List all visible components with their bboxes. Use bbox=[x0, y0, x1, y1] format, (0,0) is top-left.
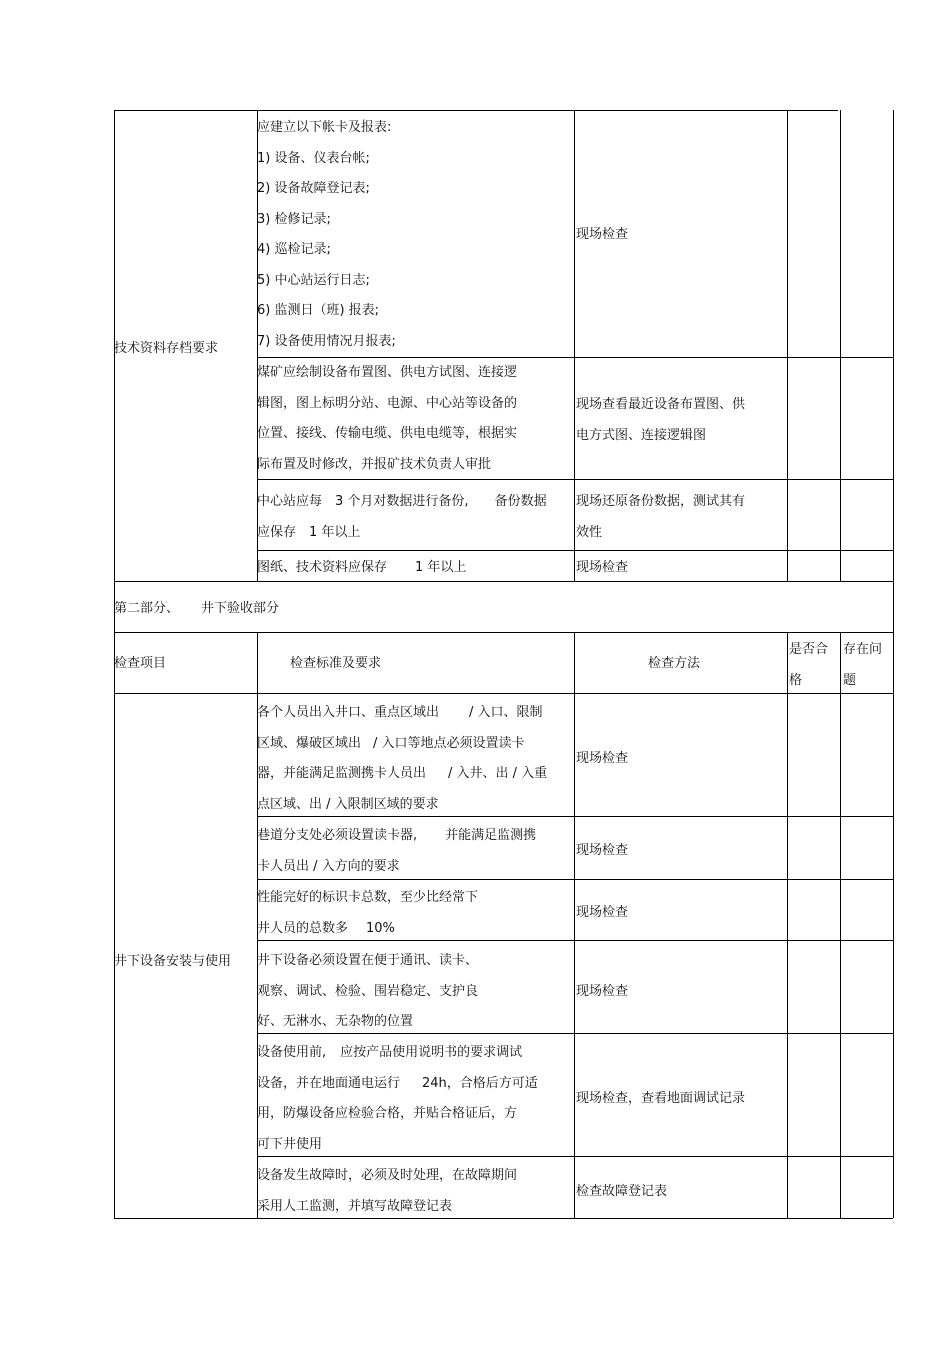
text-line bbox=[257, 518, 547, 549]
rule bbox=[114, 632, 893, 633]
text-fragment: / 入口等地点必须设置读卡 bbox=[373, 735, 525, 751]
text-line: 7) 设备使用情况月报表; bbox=[257, 333, 396, 349]
text-line bbox=[257, 821, 536, 852]
standard-cell bbox=[257, 358, 517, 480]
text-fragment: 井人员的总数多 bbox=[257, 920, 349, 936]
header-pass-line: 是否合 bbox=[789, 642, 829, 657]
text-fragment: / 入口、限制 bbox=[469, 705, 543, 720]
text-fragment: / 入井、出 / 入重 bbox=[448, 766, 548, 781]
text-fragment: 1 年以上 bbox=[415, 560, 467, 575]
text-fragment: 10% bbox=[366, 920, 395, 936]
text-line: 4) 巡检记录; bbox=[257, 242, 331, 257]
text-line: 点区域、出 / 入限制区域的要求 bbox=[257, 796, 439, 812]
text-line bbox=[257, 729, 547, 760]
header-pass-line: 格 bbox=[789, 672, 803, 688]
standard-cell bbox=[257, 113, 396, 357]
text-line: 设备发生故障时，必须及时处理，在故障期间 bbox=[257, 1168, 518, 1183]
method-text: 现场检查 bbox=[576, 843, 629, 858]
method-text: 现场检查 bbox=[576, 984, 629, 999]
text-fragment: 图纸、技术资料应保存 bbox=[257, 560, 388, 575]
text-line bbox=[257, 914, 478, 945]
text-fragment: 3 个月对数据进行备份, bbox=[335, 494, 469, 509]
standard-cell bbox=[257, 1038, 538, 1160]
text-fragment: 中心站应每 bbox=[257, 494, 323, 509]
text-line: 3) 检修记录; bbox=[257, 211, 331, 227]
category-cell bbox=[114, 947, 231, 978]
text-line bbox=[257, 1038, 538, 1069]
header-issue bbox=[843, 635, 882, 696]
method-cell bbox=[576, 1177, 667, 1208]
method-cell bbox=[576, 744, 628, 775]
text-line: 2) 设备故障登记表; bbox=[257, 181, 370, 196]
text-line: 效性 bbox=[576, 524, 603, 540]
header-issue-line: 题 bbox=[843, 672, 857, 688]
header-standard bbox=[290, 649, 381, 680]
text-line: 好、无淋水、无杂物的位置 bbox=[257, 1014, 414, 1029]
text-line: 采用人工监测，并填写故障登记表 bbox=[257, 1198, 453, 1214]
text-fragment: 应按产品使用说明书的要求调试 bbox=[340, 1045, 523, 1060]
method-text: 现场检查，查看地面调试记录 bbox=[576, 1091, 746, 1106]
text-line: 际布置及时修改，并报矿技术负责人审批 bbox=[257, 456, 492, 472]
rule bbox=[840, 110, 841, 581]
text-line: 煤矿应绘制设备布置图、供电方试图、连接逻 bbox=[257, 365, 518, 380]
text-fragment: 设备使用前, bbox=[257, 1045, 327, 1060]
standard-cell bbox=[257, 946, 478, 1038]
text-fragment: 备份数据 bbox=[494, 494, 547, 509]
rule bbox=[893, 632, 894, 1218]
standard-cell bbox=[257, 698, 547, 820]
method-cell bbox=[576, 1084, 745, 1115]
text-fragment: 设备，并在地面通电运行 bbox=[257, 1075, 401, 1091]
method-cell bbox=[576, 390, 745, 451]
method-cell bbox=[576, 898, 628, 929]
category-cell bbox=[114, 334, 218, 365]
text-line: 性能完好的标识卡总数，至少比经常下 bbox=[257, 890, 479, 905]
text-fragment: 24h，合格后方可适 bbox=[422, 1075, 538, 1091]
method-cell bbox=[576, 836, 628, 867]
method-cell bbox=[576, 977, 628, 1008]
standard-cell bbox=[257, 487, 547, 548]
method-text: 现场检查 bbox=[576, 227, 629, 242]
method-cell bbox=[576, 487, 745, 548]
text-line: 卡人员出 / 入方向的要求 bbox=[257, 858, 400, 874]
text-line: 现场还原备份数据，测试其有 bbox=[576, 494, 746, 509]
text-line: 5) 中心站运行日志; bbox=[257, 272, 370, 288]
category-label: 技术资料存档要求 bbox=[114, 341, 219, 356]
rule bbox=[787, 110, 788, 581]
text-fragment: 器，并能满足监测携卡人员出 bbox=[257, 766, 427, 781]
rule bbox=[893, 110, 894, 632]
header-item bbox=[114, 649, 166, 680]
text-line: 现场查看最近设备布置图、供 bbox=[576, 397, 746, 412]
rule bbox=[114, 693, 893, 694]
header-item-label: 检查项目 bbox=[114, 656, 167, 671]
text-fragment: 1 年以上 bbox=[309, 524, 361, 540]
section-name: 井下验收部分 bbox=[201, 601, 280, 616]
rule bbox=[114, 632, 115, 1218]
text-fragment: 并能满足监测携 bbox=[445, 828, 537, 843]
text-line: 应建立以下帐卡及报表: bbox=[257, 120, 392, 135]
standard-cell bbox=[257, 553, 466, 584]
header-method bbox=[648, 649, 700, 680]
method-text: 现场检查 bbox=[576, 560, 629, 575]
text-fragment: 区域、爆破区域出 bbox=[257, 735, 362, 751]
text-line: 6) 监测日（班) 报表; bbox=[257, 303, 380, 318]
text-line: 用，防爆设备应检验合格，并贴合格证后，方 bbox=[257, 1106, 518, 1121]
text-line: 1) 设备、仪表台帐; bbox=[257, 150, 370, 166]
rule bbox=[574, 110, 575, 581]
text-line: 位置、接线、传输电缆、供电电缆等，根据实 bbox=[257, 426, 518, 441]
text-line: 观察、调试、检验、围岩稳定、支护良 bbox=[257, 983, 479, 999]
header-pass bbox=[789, 635, 828, 696]
rule bbox=[114, 110, 838, 111]
text-line: 辑图，图上标明分站、电源、中心站等设备的 bbox=[257, 395, 518, 411]
header-method-label: 检查方法 bbox=[648, 656, 701, 671]
section-number: 第二部分、 bbox=[114, 601, 180, 616]
text-line bbox=[257, 698, 547, 729]
method-cell bbox=[576, 553, 628, 584]
text-fragment: 各个人员出入井口、重点区域出 bbox=[257, 705, 440, 720]
text-line: 可下井使用 bbox=[257, 1136, 323, 1152]
text-fragment: 应保存 bbox=[257, 524, 297, 540]
text-line bbox=[257, 487, 547, 518]
section-title bbox=[114, 594, 279, 625]
rule bbox=[840, 632, 841, 1218]
category-label: 井下设备安装与使用 bbox=[114, 954, 232, 969]
rule bbox=[787, 632, 788, 1218]
rule bbox=[257, 550, 893, 551]
text-line: 井下设备必须设置在便于通讯、读卡、 bbox=[257, 953, 479, 968]
method-text: 检查故障登记表 bbox=[576, 1184, 668, 1199]
method-cell bbox=[576, 220, 628, 251]
standard-cell bbox=[257, 821, 536, 882]
header-issue-line: 存在问 bbox=[843, 642, 883, 657]
header-standard-label: 检查标准及要求 bbox=[290, 656, 382, 671]
standard-cell bbox=[257, 883, 478, 944]
method-text: 现场检查 bbox=[576, 751, 629, 766]
method-text: 现场检查 bbox=[576, 905, 629, 920]
standard-cell bbox=[257, 1161, 517, 1222]
text-line bbox=[257, 1069, 538, 1100]
text-line bbox=[257, 759, 547, 790]
rule bbox=[574, 632, 575, 1218]
text-fragment: 巷道分支处必须设置读卡器, bbox=[257, 828, 418, 843]
rule bbox=[114, 581, 893, 582]
text-line: 电方式图、连接逻辑图 bbox=[576, 427, 707, 443]
